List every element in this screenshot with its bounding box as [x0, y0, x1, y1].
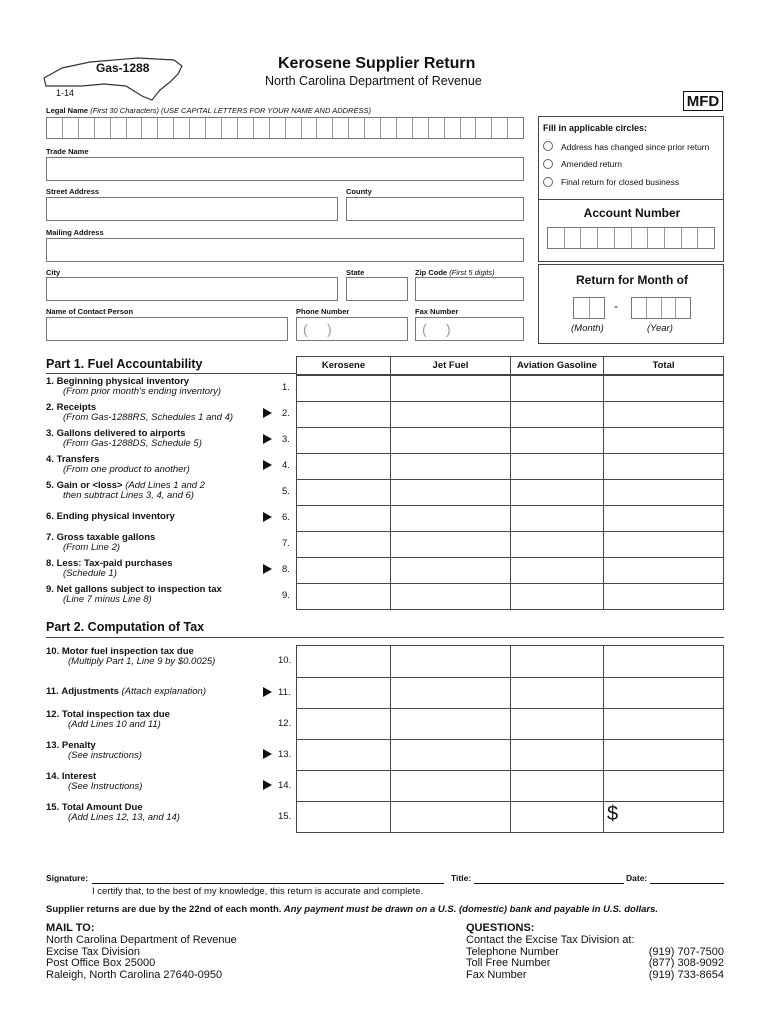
title-label: Title:	[451, 873, 472, 883]
zip-input[interactable]	[415, 277, 524, 301]
amended-return-radio[interactable]	[543, 159, 553, 169]
line-1-total-input[interactable]	[603, 375, 724, 402]
line-11-total-input[interactable]	[603, 677, 724, 709]
line-1-jet-fuel-input[interactable]	[390, 375, 511, 402]
line-13-aviation-gasoline-input[interactable]	[510, 739, 604, 771]
line-14-ref: 14.	[278, 779, 292, 791]
line-12-kerosene-input[interactable]	[296, 708, 391, 740]
account-number-panel	[538, 200, 724, 262]
line-4-label: 4. Transfers (From one product to another)	[46, 454, 190, 475]
line-13-ref: 13.	[278, 748, 292, 760]
line-8-ref: 8.	[282, 564, 290, 575]
mailing-address-label: Mailing Address	[46, 228, 104, 237]
line-15-jet-fuel-input[interactable]	[390, 801, 511, 833]
contact-input[interactable]	[46, 317, 288, 341]
line-13-total-input[interactable]	[603, 739, 724, 771]
page-subtitle: North Carolina Department of Revenue	[265, 74, 482, 88]
line-14-aviation-gasoline-input[interactable]	[510, 770, 604, 802]
contact-label: Name of Contact Person	[46, 307, 134, 316]
title-line[interactable]	[474, 883, 624, 884]
line-11-ref: 11.	[278, 686, 291, 698]
line-14-kerosene-input[interactable]	[296, 770, 391, 802]
line-10-total-input[interactable]	[603, 645, 724, 678]
line-15-aviation-gasoline-input[interactable]	[510, 801, 604, 833]
line-4-jet-fuel-input[interactable]	[390, 453, 511, 480]
line-5-jet-fuel-input[interactable]	[390, 479, 511, 506]
fax-input[interactable]: ( )	[415, 317, 524, 341]
zip-label: Zip Code (First 5 digits)	[415, 268, 495, 277]
line-10-aviation-gasoline-input[interactable]	[510, 645, 604, 678]
line-9-kerosene-input[interactable]	[296, 583, 391, 610]
line-6-kerosene-input[interactable]	[296, 505, 391, 532]
line-5-kerosene-input[interactable]	[296, 479, 391, 506]
line-2-ref: 2.	[282, 408, 290, 419]
phone-label: Phone Number	[296, 307, 350, 316]
form-id: Gas-1288	[96, 61, 150, 75]
line-9-jet-fuel-input[interactable]	[390, 583, 511, 610]
signature-label: Signature:	[46, 873, 89, 883]
part2-divider	[46, 637, 724, 638]
line-7-jet-fuel-input[interactable]	[390, 531, 511, 558]
arrow-icon	[263, 687, 272, 697]
line-12-aviation-gasoline-input[interactable]	[510, 708, 604, 740]
line-5-label: 5. Gain or <loss> (Add Lines 1 and 2 then subtract Lines 3, 4, and 6)	[46, 480, 205, 501]
line-8-aviation-gasoline-input[interactable]	[510, 557, 604, 584]
return-month-title: Return for Month of	[576, 273, 688, 287]
account-number-input[interactable]	[547, 227, 715, 249]
certify-text: I certify that, to the best of my knowledge, this return is accurate and complete.	[92, 886, 424, 897]
line-15-ref: 15.	[278, 810, 292, 822]
questions-title: QUESTIONS:	[466, 922, 535, 934]
line-10-jet-fuel-input[interactable]	[390, 645, 511, 678]
line-7-label: 7. Gross taxable gallons (From Line 2)	[46, 532, 156, 553]
line-6-total-input[interactable]	[603, 505, 724, 532]
line-12-ref: 12.	[278, 717, 292, 729]
city-input[interactable]	[46, 277, 338, 301]
line-4-total-input[interactable]	[603, 453, 724, 480]
line-10-ref: 10.	[278, 655, 292, 666]
line-11-aviation-gasoline-input[interactable]	[510, 677, 604, 709]
col-aviation-gasoline: Aviation Gasoline	[510, 356, 604, 375]
fax-label: Fax Number	[415, 307, 459, 316]
line-5-total-input[interactable]	[603, 479, 724, 506]
line-2-aviation-gasoline-input[interactable]	[510, 401, 604, 428]
line-2-jet-fuel-input[interactable]	[390, 401, 511, 428]
line-11-jet-fuel-input[interactable]	[390, 677, 511, 709]
line-6-jet-fuel-input[interactable]	[390, 505, 511, 532]
mfd-badge: MFD	[683, 91, 723, 111]
line-1-label: 1. Beginning physical inventory (From prior month's ending inventory)	[46, 376, 222, 397]
questions-contacts: Contact the Excise Tax Division at: Telephone Number (919) 707-7500 Toll Free Number (877) 308-9092 Fax Number (919) 733-8654	[466, 934, 724, 981]
phone-input[interactable]: ( )	[296, 317, 408, 341]
state-input[interactable]	[346, 277, 408, 301]
col-kerosene: Kerosene	[296, 356, 391, 375]
month-caption: (Month)	[571, 323, 604, 334]
part1-divider	[46, 373, 296, 374]
line-10-kerosene-input[interactable]	[296, 645, 391, 678]
line-6-aviation-gasoline-input[interactable]	[510, 505, 604, 532]
county-input[interactable]	[346, 197, 524, 221]
col-total: Total	[603, 356, 724, 375]
line-2-label: 2. Receipts (From Gas-1288RS, Schedules 1 and 4)	[46, 402, 234, 423]
arrow-icon	[263, 564, 272, 574]
line-1-ref: 1.	[282, 382, 290, 393]
account-number-title: Account Number	[583, 206, 681, 220]
line-3-label: 3. Gallons delivered to airports (From Gas-1288DS, Schedule 5)	[46, 428, 202, 449]
line-9-total-input[interactable]	[603, 583, 724, 610]
line-1-aviation-gasoline-input[interactable]	[510, 375, 604, 402]
line-8-jet-fuel-input[interactable]	[390, 557, 511, 584]
legal-name-input[interactable]	[46, 117, 524, 139]
address-changed-radio[interactable]	[543, 141, 553, 151]
line-5-aviation-gasoline-input[interactable]	[510, 479, 604, 506]
line-4-aviation-gasoline-input[interactable]	[510, 453, 604, 480]
arrow-icon	[263, 749, 272, 759]
line-15-kerosene-input[interactable]	[296, 801, 391, 833]
amended-return-label: Amended return	[561, 159, 622, 169]
date-line[interactable]	[650, 883, 724, 884]
line-3-jet-fuel-input[interactable]	[390, 427, 511, 454]
state-label: State	[346, 268, 365, 277]
mail-to-title: MAIL TO:	[46, 922, 95, 934]
arrow-icon	[263, 408, 272, 418]
dollar-sign: $	[607, 803, 619, 825]
line-9-ref: 9.	[282, 590, 290, 601]
trade-name-label: Trade Name	[46, 147, 89, 156]
line-14-jet-fuel-input[interactable]	[390, 770, 511, 802]
status-options-panel	[538, 116, 724, 200]
return-month-panel	[538, 264, 724, 344]
line-3-aviation-gasoline-input[interactable]	[510, 427, 604, 454]
line-15-total-input[interactable]	[603, 801, 724, 833]
line-2-kerosene-input[interactable]	[296, 401, 391, 428]
address-changed-label: Address has changed since prior return	[561, 142, 710, 152]
line-12-label: 12. Total inspection tax due (Add Lines 10 and 11)	[46, 709, 170, 730]
line-12-jet-fuel-input[interactable]	[390, 708, 511, 740]
line-8-kerosene-input[interactable]	[296, 557, 391, 584]
arrow-icon	[263, 460, 272, 470]
line-11-label: 11. Adjustments (Attach explanation)	[46, 685, 207, 697]
line-11-kerosene-input[interactable]	[296, 677, 391, 709]
line-4-ref: 4.	[282, 460, 290, 471]
line-7-kerosene-input[interactable]	[296, 531, 391, 558]
line-3-kerosene-input[interactable]	[296, 427, 391, 454]
part1-title: Part 1. Fuel Accountability	[46, 357, 203, 371]
line-3-total-input[interactable]	[603, 427, 724, 454]
street-address-label: Street Address	[46, 187, 100, 196]
line-7-ref: 7.	[282, 538, 290, 549]
street-address-input[interactable]	[46, 197, 338, 221]
arrow-icon	[263, 434, 272, 444]
line-14-label: 14. Interest (See Instructions)	[46, 771, 143, 792]
final-return-radio[interactable]	[543, 177, 553, 187]
line-6-ref: 6.	[282, 512, 290, 523]
line-7-total-input[interactable]	[603, 531, 724, 558]
due-note: Supplier returns are due by the 22nd of each month. Any payment must be drawn on a U.S. (domestic) bank and payable in U.S. dollars.	[46, 904, 658, 915]
toll-free-number: (877) 308-9092	[648, 957, 724, 969]
trade-name-input[interactable]	[46, 157, 524, 181]
month-input[interactable]	[573, 297, 605, 319]
line-8-total-input[interactable]	[603, 557, 724, 584]
legal-name-label: Legal Name (First 30 Characters) (USE CAPITAL LETTERS FOR YOUR NAME AND ADDRESS)	[46, 106, 371, 115]
arrow-icon	[263, 780, 272, 790]
line-1-kerosene-input[interactable]	[296, 375, 391, 402]
month-year-separator: -	[614, 299, 618, 313]
fax-number: (919) 733-8654	[648, 968, 724, 981]
signature-line[interactable]	[92, 883, 444, 884]
line-14-total-input[interactable]	[603, 770, 724, 802]
line-6-label: 6. Ending physical inventory	[46, 511, 175, 522]
line-13-label: 13. Penalty (See instructions)	[46, 740, 142, 761]
line-2-total-input[interactable]	[603, 401, 724, 428]
mailing-address-input[interactable]	[46, 238, 524, 262]
line-8-label: 8. Less: Tax-paid purchases (Schedule 1)	[46, 558, 173, 579]
line-13-kerosene-input[interactable]	[296, 739, 391, 771]
line-5-ref: 5.	[282, 486, 290, 497]
line-9-label: 9. Net gallons subject to inspection tax (Line 7 minus Line 8)	[46, 584, 222, 605]
line-4-kerosene-input[interactable]	[296, 453, 391, 480]
year-input[interactable]	[631, 297, 691, 319]
line-7-aviation-gasoline-input[interactable]	[510, 531, 604, 558]
line-13-jet-fuel-input[interactable]	[390, 739, 511, 771]
city-label: City	[46, 268, 61, 277]
line-3-ref: 3.	[282, 434, 290, 445]
final-return-label: Final return for closed business	[561, 177, 680, 187]
line-15-label: 15. Total Amount Due (Add Lines 12, 13, and 14)	[46, 802, 180, 823]
county-label: County	[346, 187, 372, 196]
line-9-aviation-gasoline-input[interactable]	[510, 583, 604, 610]
fill-circles-title: Fill in applicable circles:	[543, 123, 648, 133]
col-jet-fuel: Jet Fuel	[390, 356, 511, 375]
arrow-icon	[263, 512, 272, 522]
mail-address: North Carolina Department of Revenue Excise Tax Division Post Office Box 25000 Raleigh, North Carolina 27640-0950	[46, 934, 237, 981]
form-revision: 1-14	[56, 88, 75, 98]
date-label: Date:	[626, 873, 648, 883]
part2-title: Part 2. Computation of Tax	[46, 620, 205, 634]
telephone-number: (919) 707-7500	[648, 945, 724, 958]
line-12-total-input[interactable]	[603, 708, 724, 740]
page-title: Kerosene Supplier Return	[278, 55, 476, 72]
line-10-label: 10. Motor fuel inspection tax due (Multiply Part 1, Line 9 by $0.0025)	[46, 646, 216, 667]
year-caption: (Year)	[647, 323, 673, 334]
